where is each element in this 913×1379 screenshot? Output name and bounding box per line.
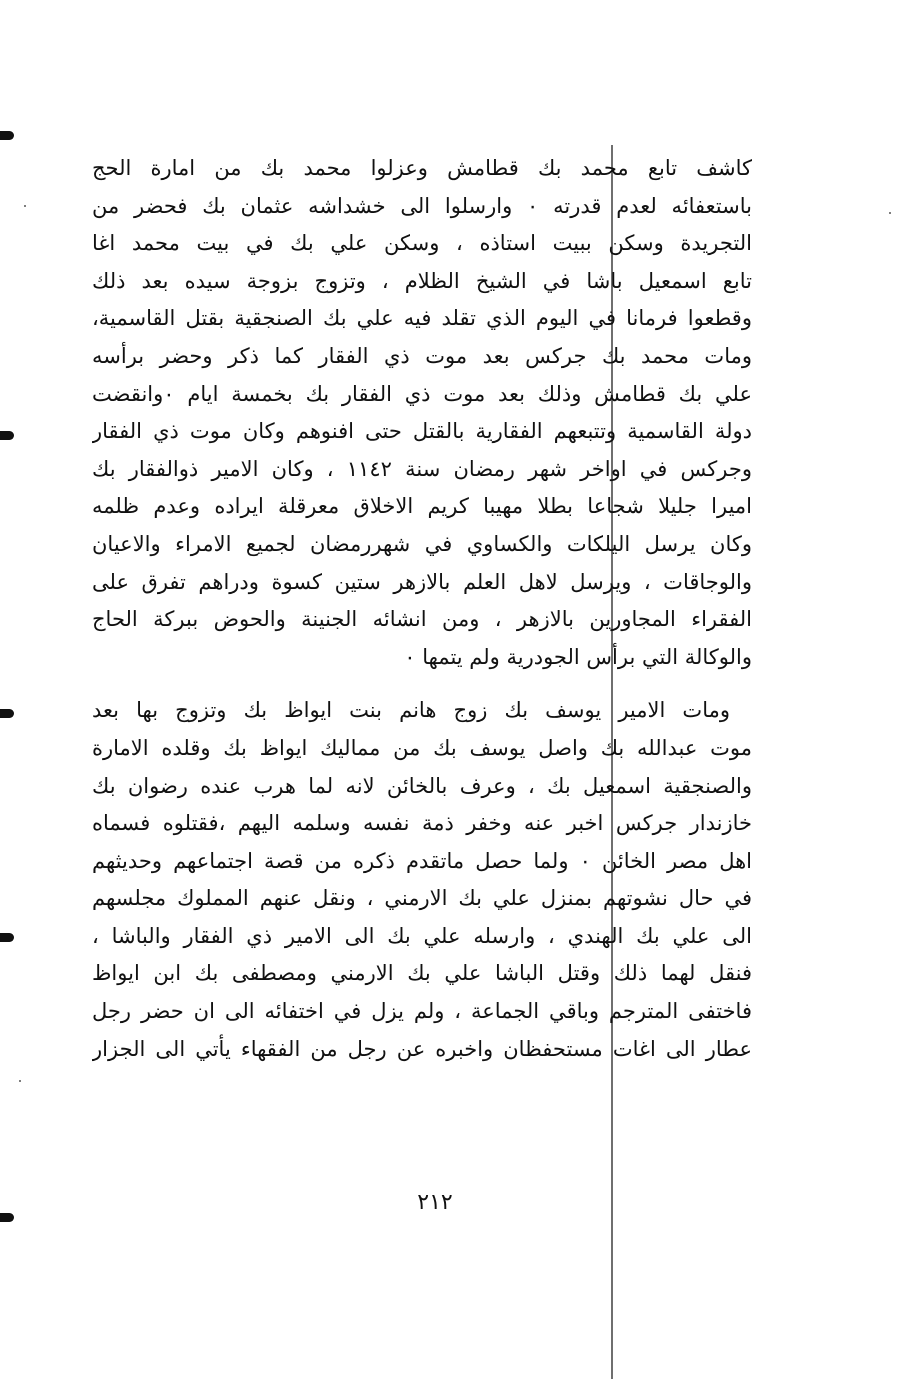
text-line: فاختفى المترجم وباقي الجماعة ، ولم يزل في اختفائه الى ان حضر رجل	[92, 999, 752, 1024]
scan-speck	[24, 205, 26, 207]
text-line: والوجاقات ، ويرسل لاهل العلم بالازهر ستين كسوة ودراهم تفرق على	[92, 569, 752, 594]
text-line: الى علي بك الهندي ، وارسله علي بك الى الامير ذي الفقار والباشا ،	[92, 923, 752, 948]
text-line: الفقراء المجاورين بالازهر ، ومن انشائه الجنينة والحوض ببركة الحاج	[92, 607, 752, 632]
text-line: وجركس في اواخر شهر رمضان سنة ١١٤٢ ، وكان الامير ذوالفقار بك	[92, 456, 752, 481]
text-line: تابع اسمعيل باشا في الشيخ الظلام ، وتزوج بزوجة سيده بعد ذلك	[92, 268, 752, 293]
scan-speck	[889, 212, 891, 214]
text-line: والوكالة التي برأس الجودرية ولم يتمها ۰	[404, 644, 752, 669]
text-line: فنقل لهما ذلك وقتل الباشا علي بك الارمني ومصطفى بك ابن ايواظ	[92, 961, 752, 986]
text-line: ومات محمد بك جركس بعد موت ذي الفقار كما ذكر وحضر برأسه	[92, 343, 752, 368]
text-line: عطار الى اغات مستحفظان واخبره عن رجل من الفقهاء يأتي الى الجزار	[92, 1036, 752, 1061]
binding-mark	[0, 431, 14, 440]
text-line: ومات الامير يوسف بك زوج هانم بنت ايواظ بك وتزوج بها بعد	[92, 698, 730, 723]
text-line: خازندار جركس اخبر عنه وخفر ذمة نفسه وسلمه اليهم ،فقتلوه فسماه	[92, 811, 752, 836]
text-line: علي بك قطامش وذلك بعد موت ذي الفقار بك بخمسة ايام ۰وانقضت	[92, 381, 752, 406]
text-line: التجريدة وسكن ببيت استاذه ، وسكن علي بك في بيت محمد اغا	[92, 231, 752, 256]
text-line: والصنجقية اسمعيل بك ، وعرف بالخائن لانه لما هرب عنده رضوان بك	[92, 773, 752, 798]
text-line: وكان يرسل اليلكات والكساوي في شهررمضان لجميع الامراء والاعيان	[92, 531, 752, 556]
text-line: دولة القاسمية وتتبعهم الفقارية بالقتل حتى افنوهم وكان موت ذي الفقار	[92, 419, 752, 444]
binding-mark	[0, 709, 14, 718]
scan-speck	[19, 1080, 21, 1082]
text-line: اميرا جليلا شجاعا بطلا مهيبا كريم الاخلاق معرقلة ايراده وعدم ظلمه	[92, 494, 752, 519]
page-number: ٢١٢	[417, 1190, 453, 1215]
text-line: اهل مصر الخائن ۰ ولما حصل ماتقدم ذكره من قصة اجتماعهم وحديثهم	[92, 848, 752, 873]
text-line: باستعفائه لعدم قدرته ۰ وارسلوا الى خشداشه عثمان بك فحضر من	[92, 193, 752, 218]
paragraph-2	[92, 692, 752, 1068]
text-line: كاشف تابع محمد بك قطامش وعزلوا محمد بك من امارة الحج	[92, 156, 752, 180]
paragraph-gap	[92, 676, 752, 692]
body-text	[92, 150, 752, 1068]
paragraph-1	[92, 150, 752, 676]
text-line: موت عبدالله بك واصل يوسف بك من مماليك ايواظ بك وقلده الامارة	[92, 735, 752, 760]
binding-mark	[0, 933, 14, 942]
binding-mark	[0, 131, 14, 140]
binding-mark	[0, 1213, 14, 1222]
text-line: في حال نشوتهم بمنزل علي بك الارمني ، ونقل عنهم المملوك مجلسهم	[92, 886, 752, 911]
text-line: وقطعوا فرمانا في اليوم الذي تقلد فيه علي بك الصنجقية بقتل القاسمية،	[92, 306, 752, 331]
